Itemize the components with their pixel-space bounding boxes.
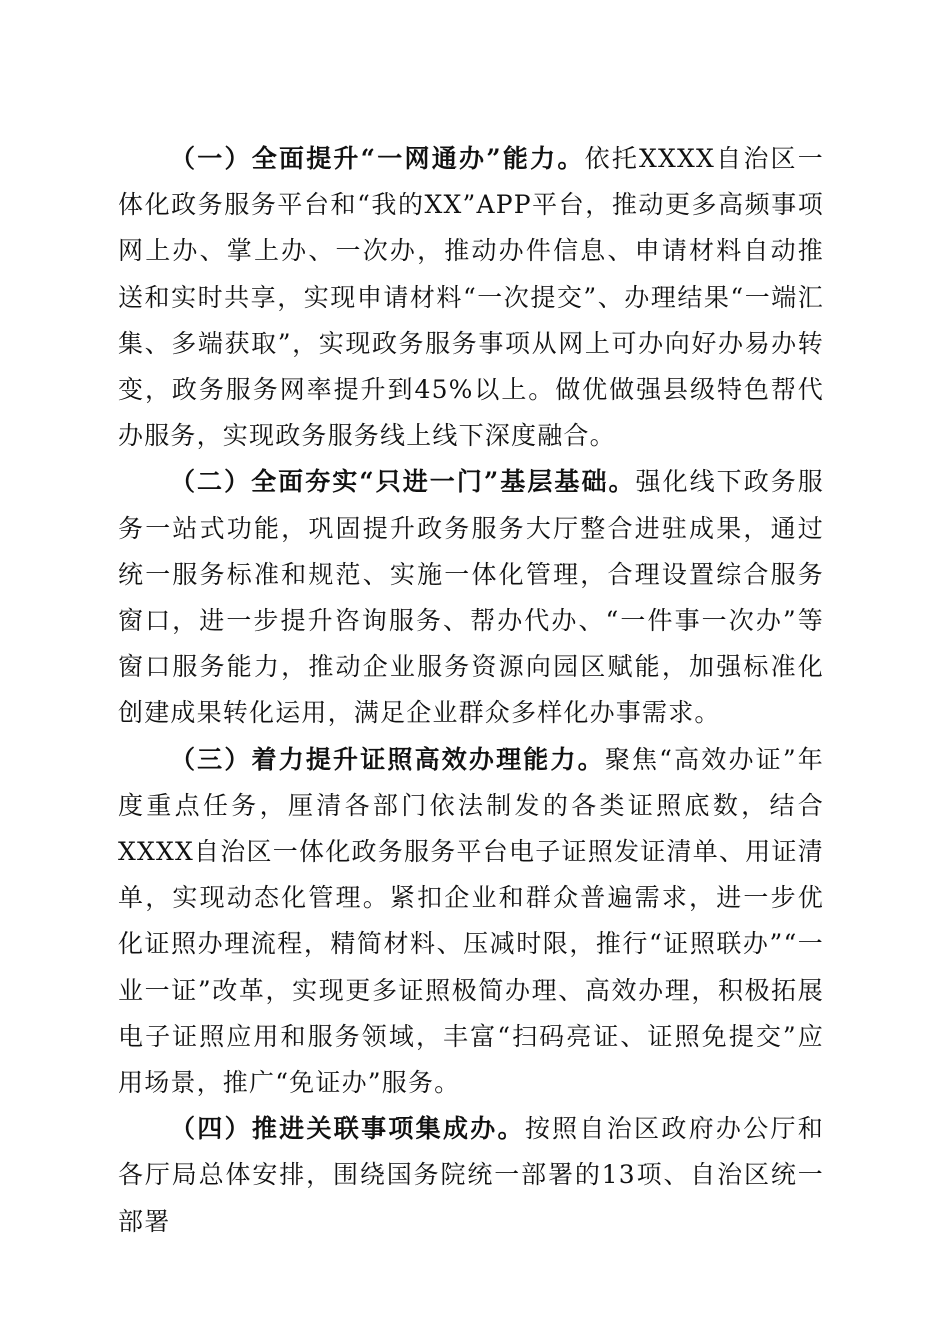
paragraph-heading: （二）全面夯实“只进一门”基层基础。 [170,467,636,497]
paragraph-2 [118,459,824,736]
paragraph-4 [118,1106,824,1245]
document-page [118,136,824,1245]
paragraph-1 [118,136,824,459]
paragraph-heading: （一）全面提升“一网通办”能力。 [170,144,585,173]
paragraph-heading: （四）推进关联事项集成办。 [170,1114,525,1144]
paragraph-body: 依托XXXX自治区一体化政务服务平台和“我的XX”APP平台，推动更多高频事项网上办、掌上办、一次办，推动办件信息、申请材料自动推送和实时共享，实现申请材料“一次提交”、办理结果“一端汇集、多端获取”，实现政务服务事项从网上可办向好办易办转变，政务服务网率提升到45%以上。做优做强县级特色帮代办服务，实现政务服务线上线下深度融合。 [118,144,824,451]
paragraph-body: 强化线下政务服务一站式功能，巩固提升政务服务大厅整合进驻成果，通过统一服务标准和规范、实施一体化管理，合理设置综合服务窗口，进一步提升咨询服务、帮办代办、“一件事一次办”等窗口服务能力，推动企业服务资源向园区赋能，加强标准化创建成果转化运用，满足企业群众多样化办事需求。 [118,467,824,728]
paragraph-heading: （三）着力提升证照高效办理能力。 [170,744,605,774]
paragraph-body: 聚焦“高效办证”年度重点任务，厘清各部门依法制发的各类证照底数，结合XXXX自治区一体化政务服务平台电子证照发证清单、用证清单，实现动态化管理。紧扣企业和群众普遍需求，进一步优化证照办理流程，精简材料、压减时限，推行“证照联办”“一业一证”改革，实现更多证照极简办理、高效办理，积极拓展电子证照应用和服务领域，丰富“扫码亮证、证照免提交”应用场景，推广“免证办”服务。 [118,744,824,1098]
paragraph-3 [118,737,824,1107]
paragraph-body: 按照自治区政府办公厅和各厅局总体安排，围绕国务院统一部署的13项、自治区统一部署 [118,1114,824,1236]
